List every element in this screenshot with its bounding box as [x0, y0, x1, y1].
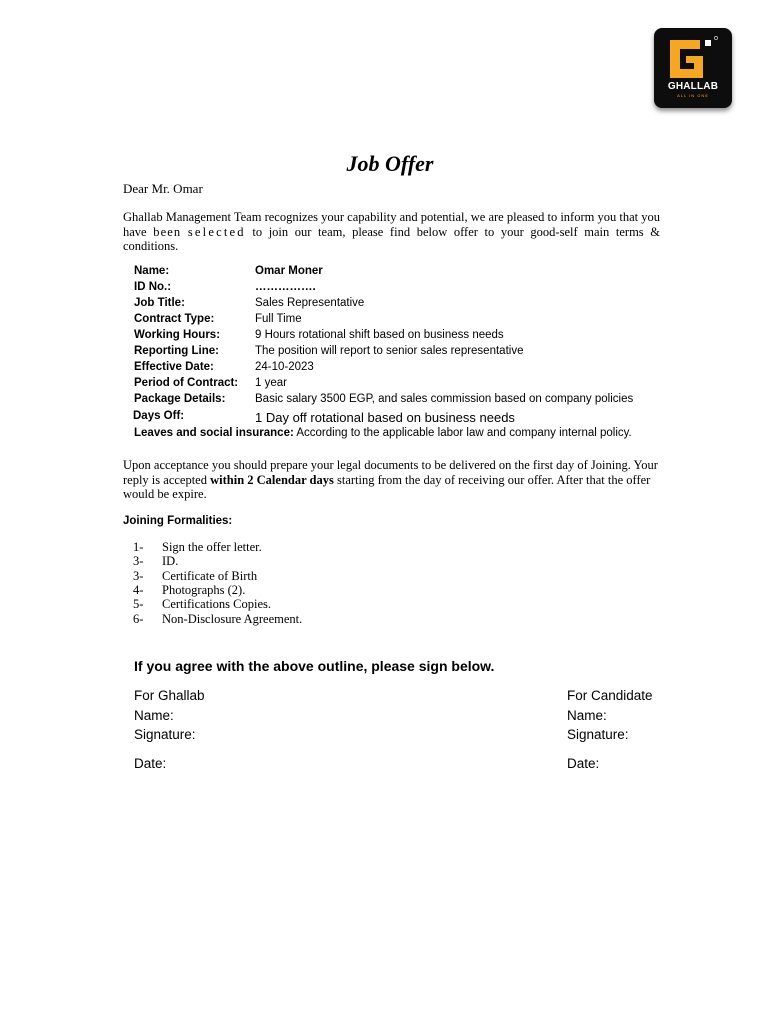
detail-label: Package Details:	[134, 393, 226, 405]
list-item-number: 3-	[133, 554, 144, 569]
detail-value: …………….	[255, 281, 316, 293]
list-item-number: 3-	[133, 568, 144, 583]
detail-value: Full Time	[255, 313, 302, 325]
logo-tagline: ALL IN ONE	[677, 93, 709, 98]
detail-label: Effective Date:	[134, 361, 214, 373]
list-item-number: 6-	[133, 611, 144, 626]
acceptance-deadline: within 2 Calendar days	[210, 472, 334, 487]
detail-value: The position will report to senior sales representative	[255, 345, 524, 357]
detail-value: Basic salary 3500 EGP, and sales commission based on company policies	[255, 393, 634, 405]
company-signature-label: Signature:	[134, 727, 196, 742]
detail-label: Leaves and social insurance:	[134, 427, 294, 439]
intro-text-selected: selected	[187, 224, 246, 239]
logo-wordmark: GHALLAB	[667, 81, 719, 92]
company-name-label: Name:	[134, 708, 174, 723]
intro-text-been: been	[153, 224, 182, 239]
candidate-date-label: Date:	[567, 756, 600, 771]
company-signature-for: For Ghallab	[134, 688, 205, 703]
list-item-text: Certifications Copies.	[162, 597, 272, 612]
acceptance-text-1: Upon acceptance you should prepare your legal documents to be delivered on the first day of Joining. Your reply is accepted	[123, 458, 658, 487]
acceptance-paragraph	[123, 458, 660, 502]
detail-label: Days Off:	[133, 410, 185, 422]
detail-value: 1 year	[255, 377, 287, 389]
detail-label: Name:	[134, 265, 170, 277]
detail-label: ID No.:	[134, 281, 172, 293]
candidate-name-label: Name:	[567, 708, 607, 723]
joining-heading: Joining Formalities:	[123, 515, 233, 527]
candidate-signature-for: For Candidate	[567, 688, 653, 703]
detail-label: Working Hours:	[134, 329, 221, 341]
list-item-number: 4-	[133, 582, 144, 597]
agreement-instruction: If you agree with the above outline, please sign below.	[134, 658, 495, 674]
detail-value: Omar Moner	[255, 265, 323, 277]
page-title: Job Offer	[346, 151, 434, 176]
detail-value: 24-10-2023	[255, 361, 314, 373]
list-item-number: 5-	[133, 597, 144, 612]
greeting: Dear Mr. Omar	[123, 181, 203, 196]
detail-label: Period of Contract:	[134, 377, 239, 389]
detail-label: Contract Type:	[134, 313, 215, 325]
candidate-signature-label: Signature:	[567, 727, 629, 742]
intro-text-2: to join our team, please find below offer to your good-self main terms & conditions.	[123, 224, 660, 253]
intro-text-1: Ghallab Management Team recognizes your capability and potential, we are pleased to inform you that you have	[123, 210, 660, 239]
list-item-text: Certificate of Birth	[162, 568, 258, 583]
detail-label: Reporting Line:	[134, 345, 219, 357]
detail-row-leaves	[134, 427, 632, 439]
list-item-text: Photographs (2).	[162, 582, 246, 597]
list-item-text: ID.	[162, 554, 179, 569]
list-item-number: 1-	[133, 540, 144, 554]
detail-value: According to the applicable labor law and company internal policy.	[296, 427, 632, 439]
detail-value: 9 Hours rotational shift based on business needs	[255, 329, 504, 341]
company-logo	[654, 28, 732, 108]
intro-paragraph	[123, 210, 660, 254]
detail-label: Job Title:	[134, 297, 185, 309]
list-item-text: Sign the offer letter.	[162, 540, 262, 554]
list-item-text: Non-Disclosure Agreement.	[162, 611, 303, 626]
detail-value: Sales Representative	[255, 297, 365, 309]
detail-value: 1 Day off rotational based on business needs	[255, 410, 515, 425]
acceptance-text-2: starting from the day of receiving our offer. After that the offer would be expire.	[123, 472, 651, 501]
company-date-label: Date:	[134, 756, 167, 771]
